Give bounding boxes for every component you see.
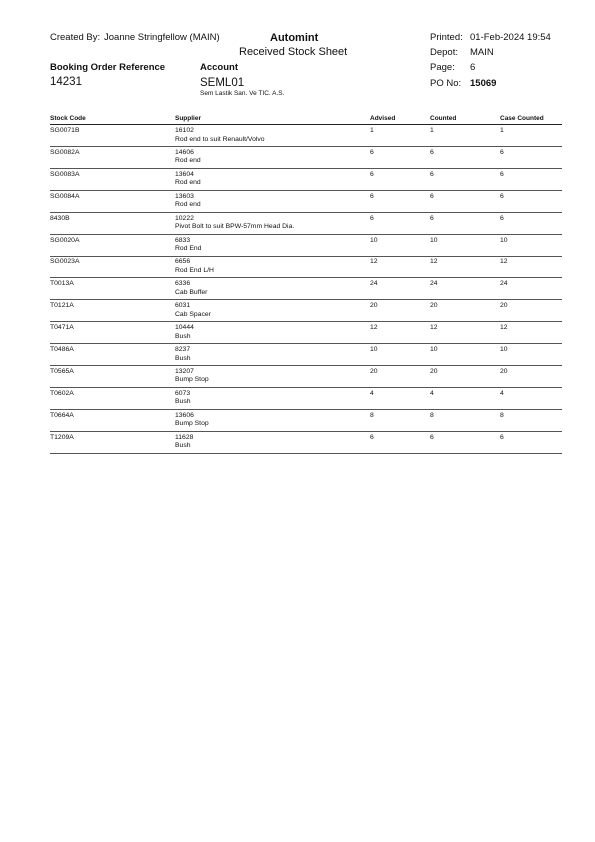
advised-qty: 4 xyxy=(370,389,374,397)
supplier-code: 10444 xyxy=(175,324,194,332)
row-divider xyxy=(50,365,562,366)
col-case-counted: Case Counted xyxy=(500,115,544,122)
company-name: Automint xyxy=(270,32,319,44)
depot-label: Depot: xyxy=(430,47,458,58)
supplier-code: 6031 xyxy=(175,302,191,310)
row-divider xyxy=(50,277,562,278)
counted-qty: 6 xyxy=(430,170,434,178)
advised-qty: 6 xyxy=(370,192,374,200)
stock-code: SG0071B xyxy=(50,127,80,134)
account-name: Sem Lastik San. Ve TIC. A.S. xyxy=(200,90,285,97)
advised-qty: 1 xyxy=(370,127,374,134)
po-value: 15069 xyxy=(470,78,497,89)
item-description: Bush xyxy=(175,354,191,362)
stock-code: T0664A xyxy=(50,411,74,419)
row-divider xyxy=(50,190,562,191)
supplier-code: 13603 xyxy=(175,192,194,200)
row-divider xyxy=(50,343,562,344)
counted-qty: 12 xyxy=(430,258,438,266)
supplier-code: 6336 xyxy=(175,280,191,288)
stock-code: SG0084A xyxy=(50,192,80,200)
stock-code: SG0083A xyxy=(50,170,80,178)
stock-code: T0602A xyxy=(50,389,74,397)
item-description: Bush xyxy=(175,332,191,340)
case-counted-qty: 1 xyxy=(500,127,504,134)
page-value: 6 xyxy=(470,62,476,73)
booking-ref-value: 14231 xyxy=(50,76,82,88)
row-divider xyxy=(50,321,562,322)
advised-qty: 8 xyxy=(370,411,374,419)
case-counted-qty: 12 xyxy=(500,324,508,332)
item-description: Bush xyxy=(175,398,191,406)
supplier-code: 13207 xyxy=(175,367,194,375)
page-label: Page: xyxy=(430,62,455,73)
case-counted-qty: 6 xyxy=(500,214,504,222)
case-counted-qty: 20 xyxy=(500,302,508,310)
row-divider xyxy=(50,168,562,169)
stock-code: T0121A xyxy=(50,302,74,310)
advised-qty: 6 xyxy=(370,433,374,441)
stock-code: T0471A xyxy=(50,324,74,332)
row-divider xyxy=(50,387,562,388)
item-description: Bump Stop xyxy=(175,376,209,384)
counted-qty: 20 xyxy=(430,302,438,310)
advised-qty: 10 xyxy=(370,346,378,353)
supplier-code: 6073 xyxy=(175,389,191,397)
counted-qty: 12 xyxy=(430,324,438,332)
item-description: Rod End L/H xyxy=(175,266,214,274)
advised-qty: 20 xyxy=(370,302,378,310)
row-divider xyxy=(50,299,562,300)
case-counted-qty: 6 xyxy=(500,192,504,200)
case-counted-qty: 12 xyxy=(500,258,508,266)
supplier-code: 8237 xyxy=(175,346,191,353)
supplier-code: 13606 xyxy=(175,411,194,419)
created-by-value: Joanne Stringfellow (MAIN) xyxy=(104,32,220,43)
counted-qty: 24 xyxy=(430,280,438,288)
stock-code: SG0082A xyxy=(50,148,80,156)
po-label: PO No: xyxy=(430,78,462,89)
supplier-code: 6656 xyxy=(175,258,191,266)
item-description: Bump Stop xyxy=(175,420,209,428)
case-counted-qty: 6 xyxy=(500,148,504,156)
advised-qty: 12 xyxy=(370,324,378,332)
case-counted-qty: 4 xyxy=(500,389,504,397)
created-by-label: Created By: xyxy=(50,32,101,43)
account-label: Account xyxy=(200,62,238,73)
supplier-code: 14606 xyxy=(175,148,194,156)
advised-qty: 12 xyxy=(370,258,378,266)
item-description: Rod end xyxy=(175,179,201,187)
case-counted-qty: 6 xyxy=(500,433,504,441)
case-counted-qty: 6 xyxy=(500,170,504,178)
case-counted-qty: 24 xyxy=(500,280,508,288)
case-counted-qty: 10 xyxy=(500,346,508,353)
advised-qty: 6 xyxy=(370,148,374,156)
item-description: Cab Spacer xyxy=(175,310,211,318)
case-counted-qty: 10 xyxy=(500,236,508,244)
item-description: Rod End xyxy=(175,245,202,252)
col-stock-code: Stock Code xyxy=(50,115,86,122)
printed-label: Printed: xyxy=(430,32,463,43)
row-divider xyxy=(50,431,562,432)
item-description: Pivot Bolt to suit BPW-57mm Head Dia. xyxy=(175,223,295,231)
supplier-code: 16102 xyxy=(175,127,194,134)
counted-qty: 20 xyxy=(430,367,438,375)
stock-code: 8430B xyxy=(50,214,70,222)
counted-qty: 6 xyxy=(430,433,434,441)
item-description: Rod end xyxy=(175,157,201,165)
item-description: Rod end to suit Renault/Volvo xyxy=(175,135,265,143)
counted-qty: 10 xyxy=(430,236,438,244)
depot-value: MAIN xyxy=(470,47,494,58)
supplier-code: 10222 xyxy=(175,214,194,222)
booking-ref-label: Booking Order Reference xyxy=(50,62,166,73)
item-description: Rod end xyxy=(175,201,201,209)
header-rule xyxy=(50,124,562,125)
supplier-code: 11628 xyxy=(175,433,194,441)
sheet-title: Received Stock Sheet xyxy=(239,46,348,58)
stock-code: SG0020A xyxy=(50,236,80,244)
col-supplier: Supplier xyxy=(175,115,202,122)
counted-qty: 1 xyxy=(430,127,434,134)
row-divider xyxy=(50,409,562,410)
advised-qty: 24 xyxy=(370,280,378,288)
counted-qty: 8 xyxy=(430,411,434,419)
account-value: SEML01 xyxy=(200,77,245,89)
col-advised: Advised xyxy=(370,115,396,122)
item-description: Bush xyxy=(175,442,191,450)
supplier-code: 6833 xyxy=(175,236,191,244)
stock-code: SG0023A xyxy=(50,258,80,266)
counted-qty: 6 xyxy=(430,214,434,222)
advised-qty: 6 xyxy=(370,214,374,222)
row-divider xyxy=(50,146,562,147)
counted-qty: 6 xyxy=(430,148,434,156)
advised-qty: 10 xyxy=(370,236,378,244)
row-divider xyxy=(50,212,562,213)
row-divider xyxy=(50,453,562,454)
item-description: Cab Buffer xyxy=(175,288,208,296)
advised-qty: 20 xyxy=(370,367,378,375)
printed-value: 01-Feb-2024 19:54 xyxy=(470,32,551,43)
stock-code: T0013A xyxy=(50,280,74,288)
case-counted-qty: 20 xyxy=(500,367,508,375)
row-divider xyxy=(50,256,562,257)
counted-qty: 4 xyxy=(430,389,434,397)
row-divider xyxy=(50,234,562,235)
advised-qty: 6 xyxy=(370,170,374,178)
stock-code: T0486A xyxy=(50,346,74,353)
stock-code: T1209A xyxy=(50,433,74,441)
supplier-code: 13604 xyxy=(175,170,194,178)
case-counted-qty: 8 xyxy=(500,411,504,419)
counted-qty: 6 xyxy=(430,192,434,200)
col-counted: Counted xyxy=(430,115,457,122)
stock-code: T0565A xyxy=(50,367,74,375)
counted-qty: 10 xyxy=(430,346,438,353)
